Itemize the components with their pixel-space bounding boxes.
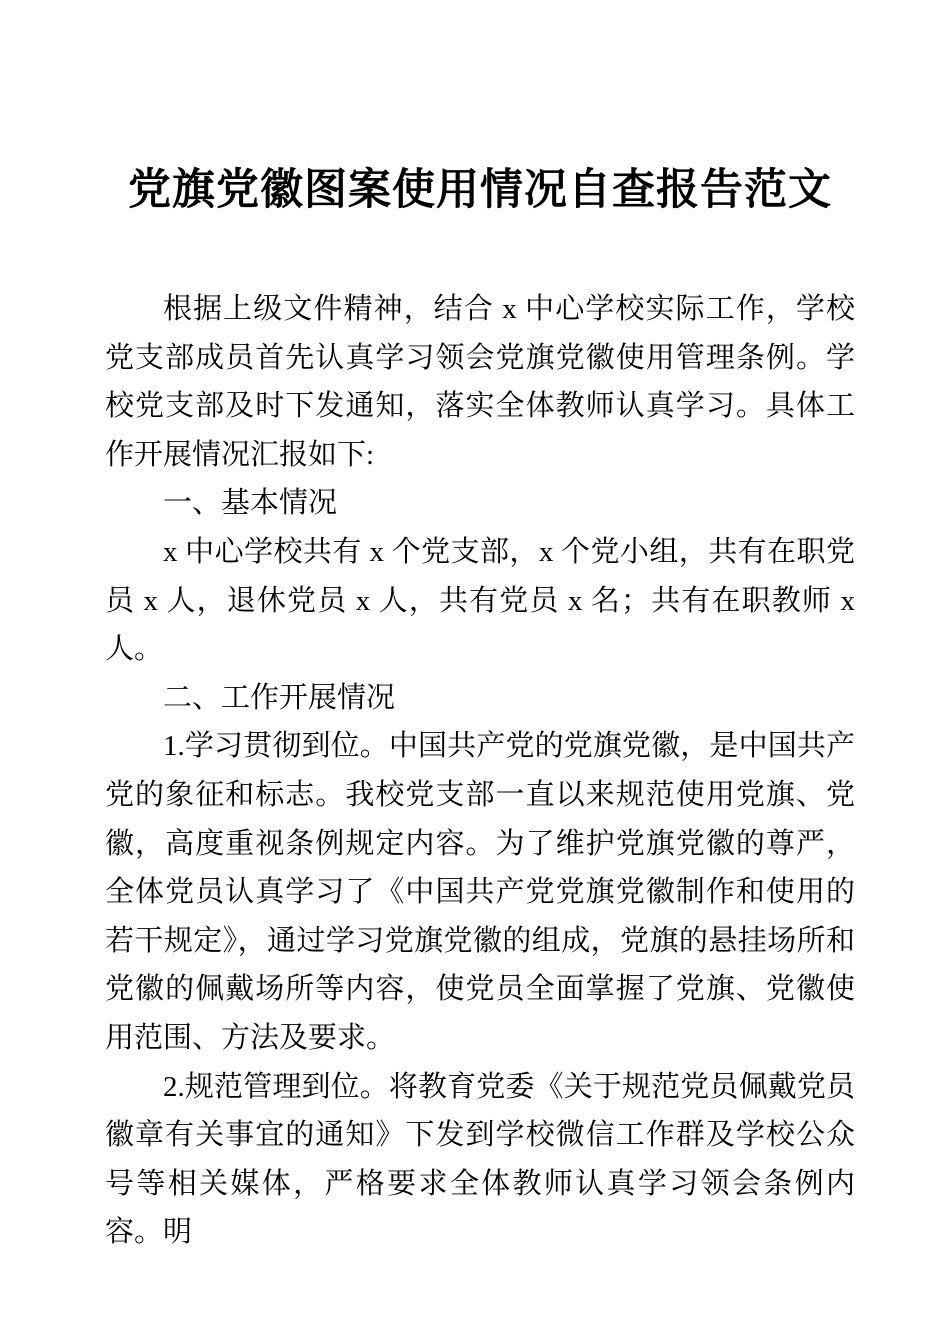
section-heading-work-progress: 二、工作开展情况	[163, 681, 396, 714]
document-title: 党旗党徽图案使用情况自查报告范文	[128, 167, 832, 214]
paragraph-basic-situation: x 中心学校共有 x 个党支部，x 个党小组，共有在职党员 x 人，退休党员 x 人，共有党员 x 名；共有在职教师 x 人。	[105, 535, 855, 666]
section-heading-basic-situation: 一、基本情况	[163, 487, 338, 520]
paragraph-work-item-2: 2.规范管理到位。将教育党委《关于规范党员佩戴党员徽章有关事宜的通知》下发到学校微信工作群及学校公众号等相关媒体，严格要求全体教师认真学习领会条例内容。明	[105, 1070, 855, 1249]
paragraph-intro: 根据上级文件精神，结合 x 中心学校实际工作，学校党支部成员首先认真学习领会党旗党徽使用管理条例。学校党支部及时下发通知，落实全体教师认真学习。具体工作开展情况汇报如下:	[105, 293, 855, 471]
document-body	[105, 285, 855, 1257]
paragraph-work-item-1: 1.学习贯彻到位。中国共产党的党旗党徽，是中国共产党的象征和标志。我校党支部一直以来规范使用党旗、党徽，高度重视条例规定内容。为了维护党旗党徽的尊严，全体党员认真学习了《中国共产党党旗党徽制作和使用的若干规定》，通过学习党旗党徽的组成，党旗的悬挂场所和党徽的佩戴场所等内容，使党员全面掌握了党旗、党徽使用范围、方法及要求。	[105, 730, 855, 1054]
document-content	[105, 163, 855, 1257]
